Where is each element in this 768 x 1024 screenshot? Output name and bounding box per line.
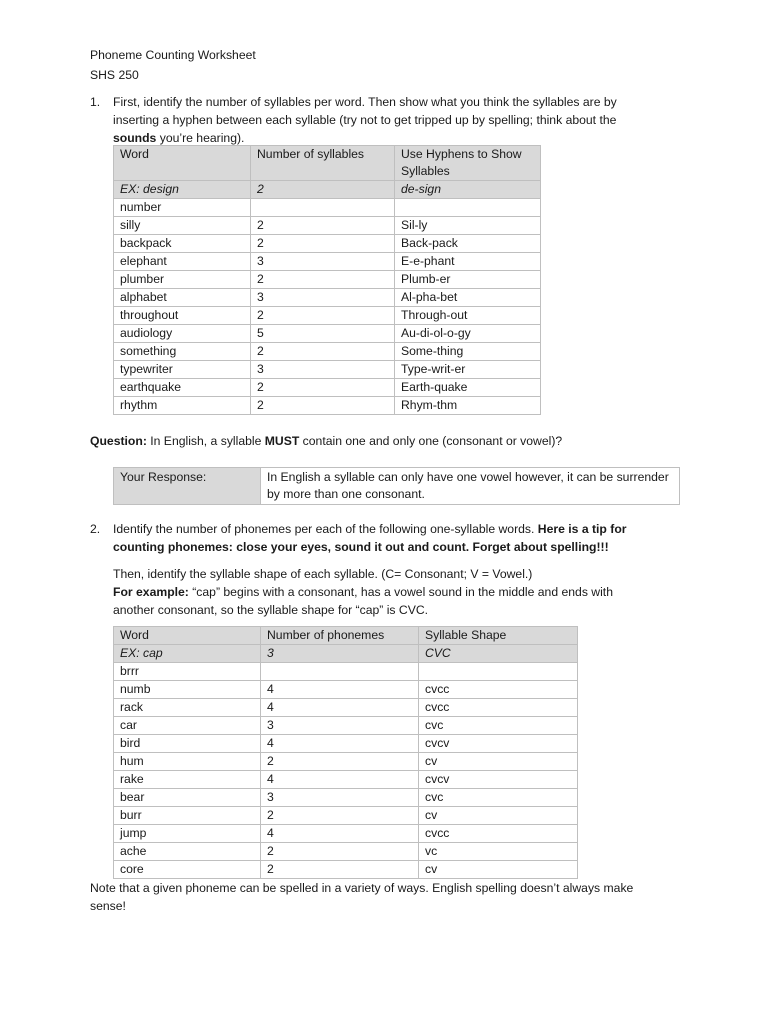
table-cell: E-e-phant bbox=[395, 253, 541, 271]
table-cell: rack bbox=[114, 699, 261, 717]
table-cell: cvcc bbox=[419, 681, 578, 699]
table-cell: EX: cap bbox=[114, 645, 261, 663]
header-cell: Number of syllables bbox=[251, 146, 395, 181]
table-cell: throughout bbox=[114, 307, 251, 325]
table-row bbox=[114, 861, 578, 879]
table-cell: numb bbox=[114, 681, 261, 699]
table-row bbox=[114, 771, 578, 789]
closing-note: Note that a given phoneme can be spelled in a variety of ways. English spelling doesn’t always make sense! bbox=[90, 881, 634, 913]
table-cell: Earth-quake bbox=[395, 379, 541, 397]
table-cell: jump bbox=[114, 825, 261, 843]
table-cell: typewriter bbox=[114, 361, 251, 379]
table-row bbox=[114, 843, 578, 861]
table-cell: burr bbox=[114, 807, 261, 825]
table-cell: 4 bbox=[261, 771, 419, 789]
table-cell: core bbox=[114, 861, 261, 879]
table-cell: earthquake bbox=[114, 379, 251, 397]
table-row bbox=[114, 789, 578, 807]
table-cell: 2 bbox=[261, 807, 419, 825]
header-cell: Number of phonemes bbox=[261, 627, 419, 645]
example-row bbox=[114, 645, 578, 663]
header-cell: Use Hyphens to Show Syllables bbox=[395, 146, 541, 181]
table-row bbox=[114, 307, 541, 325]
table-cell: 4 bbox=[261, 825, 419, 843]
table-cell: cvcv bbox=[419, 735, 578, 753]
table-cell: cvc bbox=[419, 717, 578, 735]
table-row bbox=[114, 289, 541, 307]
q1-number: 1. bbox=[90, 95, 101, 109]
table-cell: backpack bbox=[114, 235, 251, 253]
table-row bbox=[114, 681, 578, 699]
table-row bbox=[114, 379, 541, 397]
table-cell: rhythm bbox=[114, 397, 251, 415]
table-header-row bbox=[114, 627, 578, 645]
table-cell: 2 bbox=[251, 307, 395, 325]
syllable-question: Question: In English, a syllable MUST contain one and only one (consonant or vowel)? bbox=[90, 434, 563, 448]
table-cell: 5 bbox=[251, 325, 395, 343]
table-row bbox=[114, 717, 578, 735]
table-cell: EX: design bbox=[114, 181, 251, 199]
table-cell: de-sign bbox=[395, 181, 541, 199]
table-cell bbox=[261, 663, 419, 681]
table-cell: Au-di-ol-o-gy bbox=[395, 325, 541, 343]
table-cell: 2 bbox=[251, 217, 395, 235]
table-cell: audiology bbox=[114, 325, 251, 343]
table-cell: Some-thing bbox=[395, 343, 541, 361]
response-table bbox=[113, 467, 680, 505]
table-cell: 2 bbox=[251, 235, 395, 253]
table-row bbox=[114, 217, 541, 235]
table-cell bbox=[419, 663, 578, 681]
q2-number: 2. bbox=[90, 522, 101, 536]
table-cell: CVC bbox=[419, 645, 578, 663]
table-cell: vc bbox=[419, 843, 578, 861]
table-cell: cv bbox=[419, 753, 578, 771]
table-cell: 3 bbox=[251, 289, 395, 307]
table-cell: Type-writ-er bbox=[395, 361, 541, 379]
table-cell: cvc bbox=[419, 789, 578, 807]
table-cell: car bbox=[114, 717, 261, 735]
phoneme-table bbox=[113, 626, 578, 879]
header-cell: Syllable Shape bbox=[419, 627, 578, 645]
course-code: SHS 250 bbox=[90, 68, 139, 82]
table-cell: ache bbox=[114, 843, 261, 861]
table-cell: silly bbox=[114, 217, 251, 235]
table-cell: 2 bbox=[251, 181, 395, 199]
table-cell: 2 bbox=[261, 843, 419, 861]
table-cell bbox=[395, 199, 541, 217]
worksheet-title: Phoneme Counting Worksheet bbox=[90, 48, 256, 62]
table-cell: brrr bbox=[114, 663, 261, 681]
table-cell: 3 bbox=[251, 361, 395, 379]
table-cell: bear bbox=[114, 789, 261, 807]
table-cell: elephant bbox=[114, 253, 251, 271]
table-row bbox=[114, 271, 541, 289]
table-row bbox=[114, 253, 541, 271]
table-row bbox=[114, 663, 578, 681]
table-cell: 2 bbox=[251, 397, 395, 415]
table-row bbox=[114, 735, 578, 753]
table-header-row bbox=[114, 146, 541, 181]
table-cell: Back-pack bbox=[395, 235, 541, 253]
q2-example-text: Then, identify the syllable shape of each syllable. (C= Consonant; V = Vowel.) For example: “cap” begins with a consonant, has a vowel sound in the middle and ends with another consonant, so the syllable shape for “cap” is CVC. bbox=[113, 567, 613, 617]
q2-instructions: Identify the number of phonemes per each of the following one-syllable words. Here is a tip for counting phonemes: close your eyes, sound it out and count. Forget about spelling!!! bbox=[113, 522, 627, 554]
table-cell: 3 bbox=[261, 645, 419, 663]
table-cell: cvcc bbox=[419, 825, 578, 843]
table-row bbox=[114, 699, 578, 717]
table-cell: 2 bbox=[261, 861, 419, 879]
table-row bbox=[114, 325, 541, 343]
table-cell: cvcv bbox=[419, 771, 578, 789]
syllable-table bbox=[113, 145, 541, 415]
table-cell: bird bbox=[114, 735, 261, 753]
table-cell bbox=[251, 199, 395, 217]
header-cell: Word bbox=[114, 627, 261, 645]
table-cell: number bbox=[114, 199, 251, 217]
table-cell: something bbox=[114, 343, 251, 361]
table-cell: Sil-ly bbox=[395, 217, 541, 235]
response-label: Your Response: bbox=[114, 468, 261, 505]
example-row bbox=[114, 181, 541, 199]
header-cell: Word bbox=[114, 146, 251, 181]
table-cell: Rhym-thm bbox=[395, 397, 541, 415]
table-cell: 2 bbox=[251, 379, 395, 397]
table-row bbox=[114, 361, 541, 379]
table-cell: alphabet bbox=[114, 289, 251, 307]
table-cell: 4 bbox=[261, 699, 419, 717]
table-row bbox=[114, 807, 578, 825]
table-cell: cv bbox=[419, 807, 578, 825]
response-text: In English a syllable can only have one vowel however, it can be surrender by more than one consonant. bbox=[261, 468, 680, 505]
table-cell: rake bbox=[114, 771, 261, 789]
table-cell: Al-pha-bet bbox=[395, 289, 541, 307]
table-cell: hum bbox=[114, 753, 261, 771]
table-cell: cv bbox=[419, 861, 578, 879]
table-cell: 2 bbox=[251, 271, 395, 289]
table-cell: 4 bbox=[261, 681, 419, 699]
table-row bbox=[114, 825, 578, 843]
table-cell: 2 bbox=[261, 753, 419, 771]
table-cell: Through-out bbox=[395, 307, 541, 325]
table-row bbox=[114, 235, 541, 253]
table-row bbox=[114, 343, 541, 361]
table-row bbox=[114, 397, 541, 415]
table-cell: 2 bbox=[251, 343, 395, 361]
q1-instructions: First, identify the number of syllables per word. Then show what you think the syllables are by inserting a hyphen between each syllable (try not to get tripped up by spelling; think about the sounds you’re hearing). bbox=[113, 95, 617, 145]
table-cell: 3 bbox=[261, 717, 419, 735]
table-row bbox=[114, 753, 578, 771]
table-cell: Plumb-er bbox=[395, 271, 541, 289]
table-cell: 3 bbox=[261, 789, 419, 807]
table-cell: 3 bbox=[251, 253, 395, 271]
table-cell: cvcc bbox=[419, 699, 578, 717]
table-cell: 4 bbox=[261, 735, 419, 753]
table-row bbox=[114, 199, 541, 217]
table-cell: plumber bbox=[114, 271, 251, 289]
